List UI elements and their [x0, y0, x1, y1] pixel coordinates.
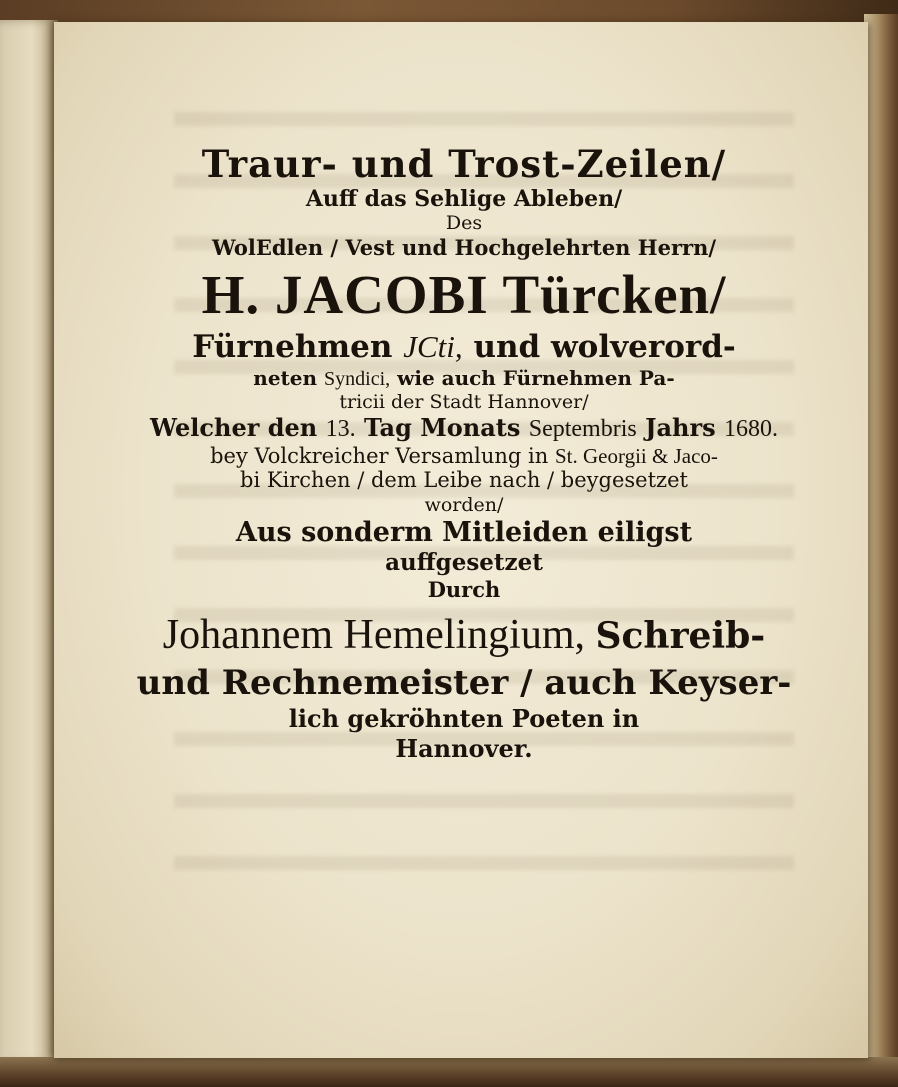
l7-part-a: neten — [253, 366, 318, 390]
title-line-7 — [114, 366, 814, 391]
title-page — [54, 22, 868, 1058]
title-line-12: worden/ — [424, 494, 504, 516]
deceased-name-line — [114, 262, 814, 328]
title-line-17: und Rechnemeister / auch Keyser- — [136, 663, 792, 703]
title-line-14: auffgesetzet — [385, 549, 543, 576]
title-line-19: Hannover. — [395, 734, 533, 763]
title-line-15: Durch — [427, 577, 501, 602]
title-line-10 — [114, 444, 814, 468]
title-line-18: lich gekröhnten Poeten in — [288, 704, 640, 733]
l9-part-a: Welcher den — [150, 413, 318, 442]
author-title-start: Schreib- — [595, 615, 766, 657]
title-line-4: WolEdlen / Vest und Hochgelehrten Herrn/ — [211, 235, 717, 260]
l7-part-b: Syndici, — [324, 368, 391, 390]
l9-part-e: Jahrs — [645, 413, 716, 442]
l6-part-b: JCti, — [403, 329, 463, 364]
title-line-13: Aus sonderm Mitleiden eiligst — [235, 517, 693, 548]
title-line-3: Des — [445, 212, 483, 234]
title-line-8: tricii der Stadt Hannover/ — [339, 391, 589, 413]
l7-part-c: wie auch Fürnehmen Pa- — [397, 366, 675, 390]
title-line-2: Auff das Sehlige Ableben/ — [305, 186, 623, 212]
burial-month: Septembris — [528, 416, 637, 442]
facing-page-edge — [0, 20, 58, 1065]
l9-part-c: Tag Monats — [363, 413, 521, 442]
title-line-11: bi Kirchen / dem Leibe nach / beygesetzet — [240, 468, 688, 492]
deceased-surname: Türcken/ — [502, 264, 727, 325]
l10-part-a: bey Volckreicher Versamlung in — [210, 444, 549, 468]
title-line-6 — [114, 328, 814, 366]
burial-date-line — [114, 413, 814, 444]
l10-part-b: St. Georgii & Jaco- — [554, 444, 718, 468]
l6-part-c: und wolverord- — [473, 329, 736, 365]
book-bottom-edge — [0, 1057, 898, 1087]
l6-part-a: Fürnehmen — [192, 329, 393, 365]
author-name: Johannem Hemelingium, — [162, 612, 585, 658]
title-text-block — [114, 142, 814, 764]
burial-year: 1680. — [723, 416, 778, 442]
author-name-line — [114, 609, 814, 662]
burial-day: 13. — [325, 416, 356, 442]
deceased-given-name: H. JACOBI — [201, 264, 489, 325]
title-line-1: Traur- und Trost-Zeilen/ — [201, 142, 727, 186]
book-fore-edge — [864, 14, 898, 1064]
